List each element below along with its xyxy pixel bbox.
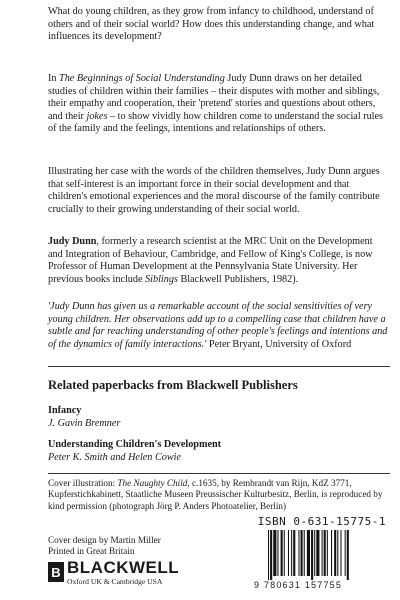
barcode-bar [291,530,292,576]
barcode-bar [340,530,341,576]
barcode-bar [270,530,272,580]
review-attribution: Peter Bryant, University of Oxford [206,338,352,350]
related-book-authors: J. Gavin Bremner [48,418,121,429]
barcode-bar [273,530,276,576]
barcode-bar [288,530,289,576]
barcode-bar [298,530,299,576]
author-name: Judy Dunn [48,236,97,247]
barcode-bar [284,530,285,576]
barcode-bar [304,530,305,576]
barcode-bar [347,530,349,580]
barcode-bar [277,530,278,576]
related-book-title: Understanding Children's Development [48,439,222,450]
barcode-bar [314,530,315,576]
printed-in: Printed in Great Britain [48,546,135,556]
author-previous-book: Siblings [145,273,178,285]
illustration-credit-text: , c.1635, by Rembrandt van Rijn, KdZ 3771, Kupferstichkabinett, Staatliche Museen Preussischer Kulturbesitz, Berlin, is reproduced by kind permission (photograph Jörg P. Anders Photoatelier, Berlin) [48,478,383,511]
blurb-jokes-word: jokes [86,110,108,122]
barcode-bar [307,530,310,576]
illustration-title: The Naughty Child [117,478,188,488]
barcode-bar [311,530,313,580]
author-bio-text: , formerly a research scientist at the MRC Unit on the Development and Integration of Behaviour, Cambridge, and Fellow of King's College, is now Professor of Human Development at the Pennsylvania State University. Her previous books include [48,236,373,285]
author-bio [48,236,388,286]
book-title-inline: The Beginnings of Social Understanding [59,73,225,84]
blurb-argument: Illustrating her case with the words of the children themselves, Judy Dunn argues that self-interest is an important force in their social development and that children's emotional experiences and the moral discourse of the family contribute crucially to their growing understanding of their social world. [48,166,380,215]
blurb-description-tail: – to show vividly how children come to understand the social rules of the family and the feelings, intentions and relationships of others. [48,110,383,135]
barcode-bar [331,530,332,576]
related-book-authors: Peter K. Smith and Helen Cowie [48,452,181,463]
related-heading: Related paperbacks from Blackwell Publishers [48,378,298,392]
blurb-description [48,73,388,136]
barcode-bar [293,530,295,576]
section-divider-bottom [48,473,390,474]
publisher-tagline: Oxford UK & Cambridge USA [67,577,163,586]
section-divider-top [48,366,390,367]
barcode [266,530,388,580]
barcode-bar [324,530,326,576]
review-quote-text: 'Judy Dunn has given us a remarkable account of the social sensitivities of very young children. Her observations add up to a compelling case that children have a subtle and far reaching understanding of other people's feelings and intentions and of the dynamics of family interactions.' [48,301,388,350]
barcode-bar [322,530,323,576]
blurb-description-lead: In [48,73,60,84]
author-bio-tail: Blackwell Publishers, 1982). [177,273,299,285]
related-book-title: Infancy [48,405,82,416]
illustration-credit-lead: Cover illustration: [48,478,118,488]
blurb-description-body: Judy Dunn draws on her detailed studies of children within their families – their disputes with mother and siblings, their empathy and cooperation, their 'pretend' stories and questions about others, and their [48,73,380,122]
barcode-bar [327,530,328,576]
barcode-bar [334,530,336,576]
cover-illustration-credit [48,478,384,512]
publisher-logo-icon: B [48,562,64,582]
isbn: ISBN 0-631-15775-1 [257,515,386,528]
cover-design-credit: Cover design by Martin Miller [48,535,161,545]
barcode-bar [345,530,346,576]
barcode-bar [268,530,269,580]
blurb-intro: What do young children, as they grow from infancy to childhood, understand of others and of their social world? How does this understanding change, and what influences its development? [48,6,375,43]
barcode-number: 9 780631 157755 [254,580,343,590]
barcode-bar [281,530,283,576]
barcode-bar [301,530,303,576]
barcode-bar [316,530,319,576]
review-quote [48,301,388,351]
publisher-name: BLACKWELL [67,558,180,577]
barcode-bar [337,530,338,576]
